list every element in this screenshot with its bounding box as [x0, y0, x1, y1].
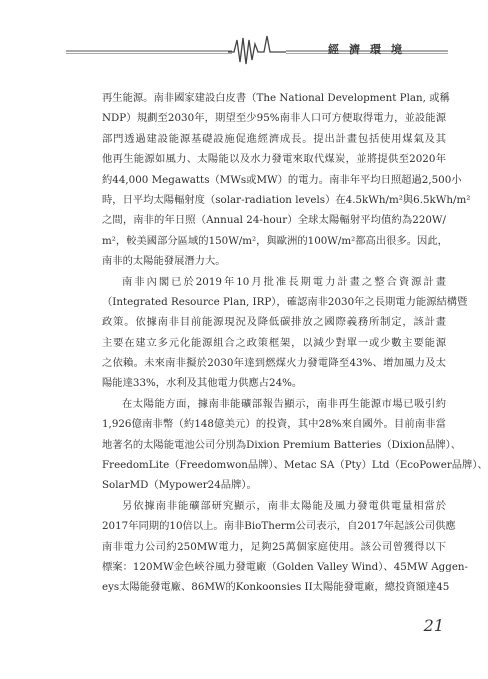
text-line: 約44,000 Megawatts（MWs或MW）的電力。南非年平均日照超過2,500小 [102, 173, 462, 186]
text-line: 時，日平均太陽輻射度（solar-radiation levels）在4.5kWh/m²與6.5kWh/m² [102, 193, 471, 206]
text-line: 南非的太陽能發展潛力大。 [102, 255, 226, 268]
text-line: 政策。依據南非目前能源現況及降低碳排放之國際義務所制定，該計畫 [102, 316, 446, 329]
text-line: 他再生能源如風力、太陽能以及水力發電來取代煤炭，並將提供至2020年 [102, 153, 446, 166]
text-line: FreedomLite（Freedomwon品牌）、Metac SA（Pty）Ltd（EcoPower品牌）、 [102, 459, 488, 472]
text-line: 之間，南非的年日照（Annual 24-hour）全球太陽輻射平均值約為220W/ [102, 214, 446, 227]
text-line: NDP）規劃至2030年，期望至少95%南非人口可方便取得電力，並設能源 [102, 112, 446, 125]
text-line: 主要在建立多元化能源組合之政策框架，以減少對單一或少數主要能源 [102, 336, 446, 349]
text-line: 地著名的太陽能電池公司分別為Dixion Premium Batteries（Dixion品牌）、 [102, 438, 462, 451]
paragraph-1 [102, 88, 471, 272]
text-line: 南非電力公司約250MW電力，足夠25萬個家庭使用。該公司曾獲得以下 [102, 540, 446, 553]
header-title: 經濟環境 [328, 43, 412, 56]
heartbeat-line-icon [228, 36, 286, 64]
text-line: 1,926億南非幣（約148億美元）的投資，其中28%來自國外。目前南非當 [102, 418, 446, 431]
page-number: 21 [423, 616, 444, 635]
text-line: 2017年同期的10倍以上。南非BioTherm公司表示，自2017年起該公司供應 [102, 520, 456, 533]
text-line: 標案：120MW金色峽谷風力發電廠（Golden Valley Wind）、45MW Aggen- [102, 560, 469, 573]
paragraph-2 [102, 272, 468, 394]
text-line: （Integrated Resource Plan, IRP），確認南非2030年之長期電力能源結構暨 [102, 295, 468, 308]
text-line: SolarMD（Mypower24品牌）。 [102, 479, 257, 492]
article-body [102, 88, 488, 598]
text-line: 另依據南非能礦部研究顯示，南非太陽能及風力發電供電量相當於 [122, 499, 446, 512]
text-line: eys太陽能發電廠、86MW的Konkoonsies II太陽能發電廠，總投資額達45 [102, 581, 450, 594]
text-line: 部門透過建設能源基礎設施促進經濟成長。提出計畫包括使用煤氣及其 [102, 132, 446, 145]
text-line: 之依賴。未來南非擬於2030年達到燃煤火力發電降至43%、增加風力及太 [102, 357, 446, 370]
text-line: 再生能源。南非國家建設白皮書（The National Development Plan, 或稱 [102, 92, 450, 104]
text-line: 陽能達33%，水利及其他電力供應占24%。 [102, 377, 303, 390]
paragraph-3 [102, 394, 488, 496]
text-line: 南非內閣已於2019年10月批准長期電力計畫之整合資源計畫 [122, 275, 446, 288]
text-line: 在太陽能方面，據南非能礦部報告顯示，南非再生能源市場已吸引約 [122, 397, 446, 410]
paragraph-4 [102, 496, 469, 598]
running-header [0, 0, 480, 70]
header-ornament [0, 0, 480, 70]
text-line: m²，較美國部分區域的150W/m²，與歐洲的100W/m²都高出很多。因此， [102, 234, 448, 247]
